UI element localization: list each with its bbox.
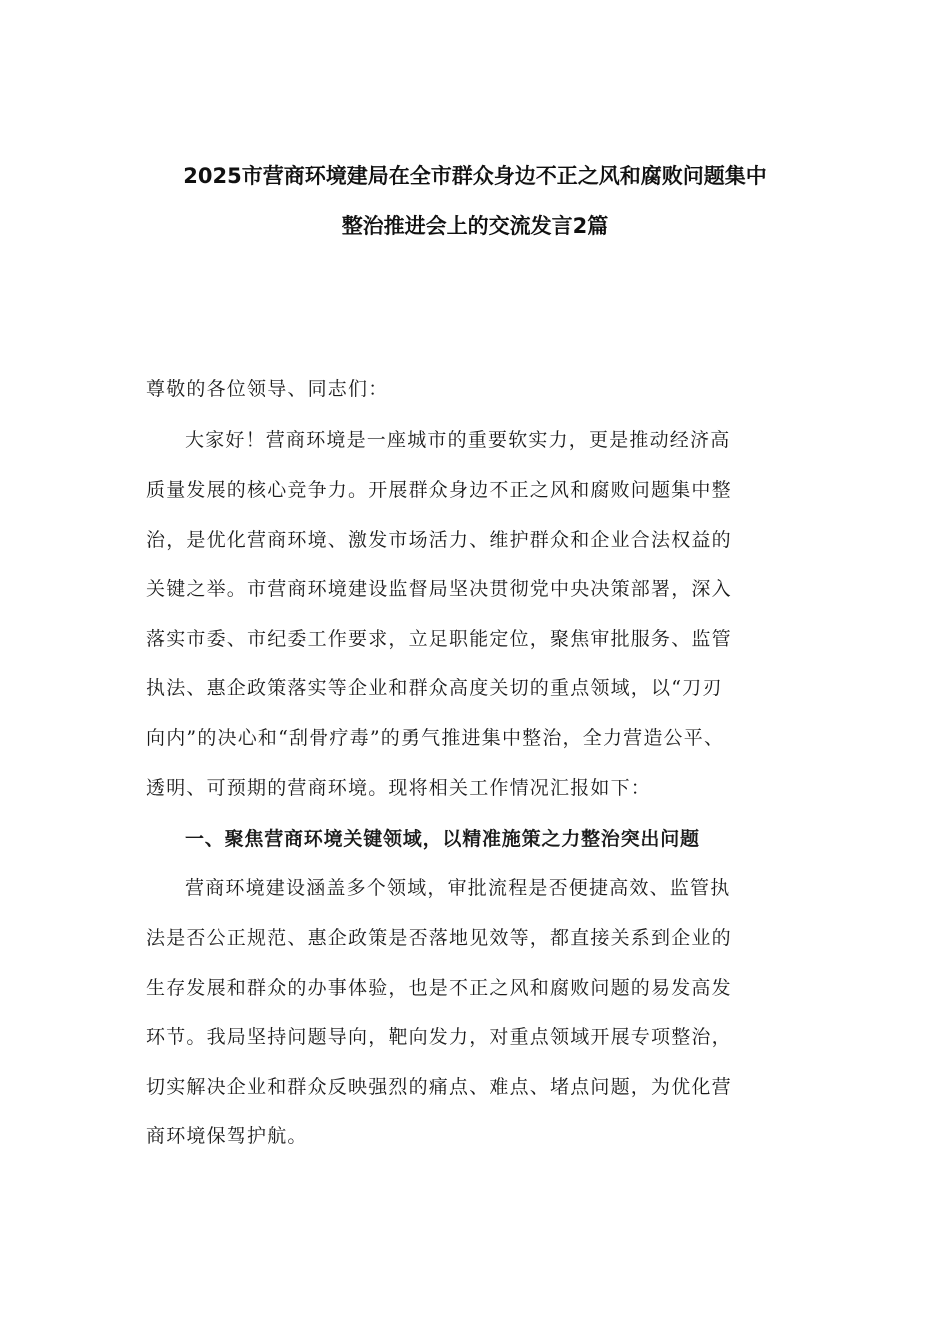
paragraph-1-line-5: 落实市委、市纪委工作要求，立足职能定位，聚焦审批服务、监管 xyxy=(146,628,732,650)
paragraph-1-line-8: 透明、可预期的营商环境。现将相关工作情况汇报如下： xyxy=(146,777,652,799)
paragraph-2-line-6: 商环境保驾护航。 xyxy=(146,1125,308,1147)
salutation: 尊敬的各位领导、同志们： xyxy=(146,378,389,400)
paragraph-1-line-4: 关键之举。市营商环境建设监督局坚决贯彻党中央决策部署，深入 xyxy=(146,578,732,600)
document-title-line-1: 2025市营商环境建局在全市群众身边不正之风和腐败问题集中 xyxy=(183,164,767,188)
paragraph-2-line-4: 环节。我局坚持问题导向，靶向发力，对重点领域开展专项整治， xyxy=(146,1026,732,1048)
paragraph-2-line-2: 法是否公正规范、惠企政策是否落地见效等，都直接关系到企业的 xyxy=(146,927,732,949)
section-1-heading: 一、聚焦营商环境关键领域，以精准施策之力整治突出问题 xyxy=(185,828,700,850)
paragraph-1-line-3: 治，是优化营商环境、激发市场活力、维护群众和企业合法权益的 xyxy=(146,529,732,551)
document-title-line-2: 整治推进会上的交流发言2篇 xyxy=(341,214,609,238)
paragraph-2-line-5: 切实解决企业和群众反映强烈的痛点、难点、堵点问题，为优化营 xyxy=(146,1076,732,1098)
paragraph-2-line-3: 生存发展和群众的办事体验，也是不正之风和腐败问题的易发高发 xyxy=(146,977,732,999)
paragraph-1-line-1: 大家好！营商环境是一座城市的重要软实力，更是推动经济高 xyxy=(185,429,731,451)
paragraph-1-line-2: 质量发展的核心竞争力。开展群众身边不正之风和腐败问题集中整 xyxy=(146,479,732,501)
paragraph-1-line-7: 向内”的决心和“刮骨疗毒”的勇气推进集中整治，全力营造公平、 xyxy=(146,727,725,749)
paragraph-1-line-6: 执法、惠企政策落实等企业和群众高度关切的重点领域，以“刀刃 xyxy=(146,677,723,699)
paragraph-2-line-1: 营商环境建设涵盖多个领域，审批流程是否便捷高效、监管执 xyxy=(185,877,731,899)
